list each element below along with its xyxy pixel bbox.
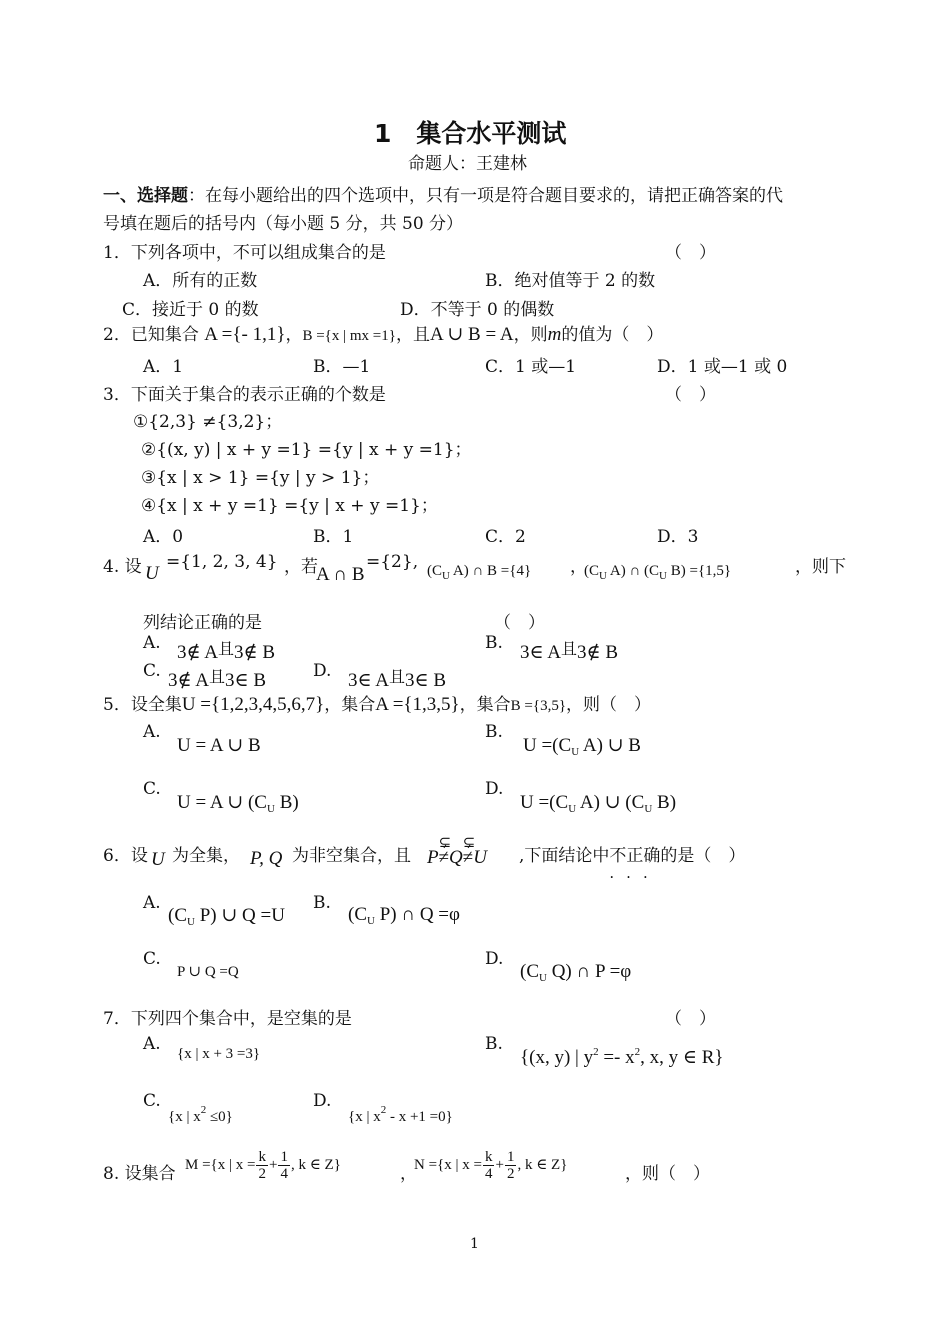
q5-d-m3: B) [652, 792, 677, 813]
q8-math-n: N ={x | x = $\frac{k}{4}$ + $\frac{1}{2}$ , k ∈ Z} [414, 1149, 568, 1182]
q6-proper-subset-1 [438, 835, 452, 869]
q7-b-sup: 2 [593, 1046, 599, 1058]
q6-d-m2: Q) ∩ P =φ [546, 961, 632, 982]
q4-stem-a: 4. 设 [103, 557, 142, 577]
q8-frac4-den: 2 [506, 1166, 515, 1182]
q6-stem-a: 6．设 [103, 846, 148, 866]
q8-frac3-num: k [484, 1149, 493, 1165]
q6-d-sub: U [539, 972, 547, 984]
q2-option-c: C．1 或—1 [485, 357, 577, 377]
q4-c-m1: 3∉ A [168, 670, 209, 691]
q2-stem [103, 320, 663, 346]
q6-option-a [168, 904, 285, 928]
q5-math-a: A ={1,3,5} [375, 694, 460, 715]
q4-b-qie: 且 [561, 641, 578, 658]
q4-cond-2 [584, 563, 731, 582]
q7-d-sup: 2 [380, 1104, 387, 1116]
q7-d-m2: - x +1 =0} [386, 1109, 453, 1125]
q3-option-a: A．0 [143, 527, 184, 547]
q6-stem-d-line [519, 841, 746, 886]
q7-d-m: {x | x [348, 1109, 381, 1125]
q4-c2: (C [584, 563, 599, 579]
page-title: 1 集合水平测试 [374, 119, 567, 148]
q7-b-m2: =- x [598, 1047, 635, 1068]
q5-option-d-label: D. [485, 779, 504, 799]
q2-sep: ， [285, 325, 303, 345]
q8-frac-k-2 [256, 1149, 268, 1182]
q4-c2-sub2: U [659, 570, 667, 582]
q2-stem-a: 2．已知集合 [103, 325, 199, 345]
q6-u2: U [473, 847, 487, 868]
q8-n-right: , k ∈ Z} [517, 1156, 568, 1173]
q4-b-m2: 3∉ B [577, 642, 619, 663]
q1-stem: 1．下列各项中，不可以组成集合的是 [103, 243, 386, 263]
q4-d-m1: 3∈ A [348, 670, 389, 691]
q3-stem: 3．下面关于集合的表示正确的个数是 [103, 385, 386, 405]
q5-stem [103, 690, 651, 716]
q7-option-a: {x | x + 3 =3} [177, 1046, 261, 1062]
q6-stem-e: 的是（ ） [660, 846, 746, 866]
q5-option-b-label: B. [485, 722, 503, 742]
q7-option-d [348, 1104, 453, 1126]
q6-q: Q [449, 847, 463, 868]
q8-frac-1-2 [505, 1149, 517, 1182]
q4-answer-paren: （ ） [494, 613, 545, 633]
q2-stem-c: ，则 [513, 325, 548, 345]
q4-cond-1 [427, 563, 531, 582]
q8-frac1-num: k [258, 1149, 266, 1165]
q4-c2b: A) ∩ (C [606, 563, 660, 579]
q8-frac2-den: 4 [280, 1166, 288, 1182]
q4-comma: ， [570, 557, 587, 577]
q8-frac-k-4 [483, 1149, 495, 1182]
q6-proper-subset-2 [462, 835, 476, 869]
q4-c1b: A) ∩ B ={4} [449, 563, 532, 579]
q2-math-a: A ={- 1,1} [204, 324, 286, 345]
q4-option-b [520, 636, 618, 664]
q4-b-m1: 3∈ A [520, 642, 561, 663]
q8-frac3-den: 4 [484, 1166, 493, 1182]
q7-c-sup: 2 [200, 1104, 207, 1116]
q8-frac1-den: 2 [258, 1166, 266, 1182]
q1-option-b: B．绝对值等于 2 的数 [485, 271, 656, 291]
q8-frac2-num: 1 [280, 1149, 288, 1165]
q5-b-m2: A) ∪ B [579, 735, 641, 756]
q7-b-m3: , x, y ∈ R} [640, 1047, 724, 1068]
q6-option-b [348, 904, 460, 927]
q6-emphasis [609, 846, 661, 886]
q6-stem-c: 为非空集合，且 [292, 846, 411, 866]
q5-option-d [520, 791, 676, 815]
q5-math-u: U ={1,2,3,4,5,6,7} [181, 694, 325, 715]
q6-subset-sym-2: ⊊ [462, 835, 476, 851]
q6-math-u: U [151, 849, 165, 870]
q8-math-m: M ={x | x = $\frac{k}{2}$ + $\frac{1}{4}$ , k ∈ Z} [185, 1149, 341, 1182]
q5-b-sub: U [571, 746, 580, 758]
q4-eq-2: ={2}, [366, 552, 419, 572]
q4-c1: (C [427, 563, 442, 579]
q8-n-left: N ={x | x = [414, 1156, 482, 1173]
q7-stem: 7．下列四个集合中，是空集的是 [103, 1009, 352, 1029]
author-line: 命题人：王建林 [408, 154, 527, 174]
q4-option-a-label: A. [143, 633, 161, 653]
q5-d-sub: U [568, 803, 577, 815]
q4-a-m2: 3∉ B [234, 642, 276, 663]
q3-option-b: B．1 [313, 527, 354, 547]
q3-answer-paren: （ ） [665, 385, 716, 405]
section-label: 一、选择题 [103, 186, 188, 206]
section-instruction [103, 181, 783, 206]
q7-option-c-label: C. [143, 1091, 161, 1111]
q6-math-pq: P, Q [250, 848, 283, 869]
q4-a-m1: 3∉ A [177, 642, 218, 663]
q2-option-d: D．1 或—1 或 0 [657, 357, 788, 377]
q6-subset-chain [427, 835, 487, 869]
q8-stem-a: 8. 设集合 [103, 1164, 176, 1184]
q4-math-a-cap-b: A ∩ B [316, 564, 365, 585]
q3-item-4: ④{x | x + y =1} ={y | x + y =1}； [141, 496, 438, 516]
q6-a-m2: P) ∪ Q =U [194, 905, 285, 926]
q5-c-m: U = A ∪ (C [177, 792, 267, 813]
q7-option-a-label: A. [143, 1034, 161, 1054]
q5-option-c [177, 791, 299, 815]
q5-stem-b: ，集合 [324, 695, 376, 715]
q8-sep: ， [400, 1164, 417, 1184]
q3-item-1: ①{2,3} ≠{3,2}； [133, 412, 283, 432]
q4-c1-sub: U [442, 570, 450, 582]
q7-option-d-label: D. [313, 1091, 332, 1111]
q6-neq-2: ≠ [462, 847, 474, 868]
q5-c-m2: B) [274, 792, 299, 813]
q6-b-sub: U [367, 915, 375, 927]
q3-item-2: ②{(x, y) | x + y =1} ={y | x + y =1}； [141, 440, 472, 460]
q5-d-m2: A) ∪ (C [576, 792, 645, 813]
q4-math-u: U [145, 563, 159, 584]
q6-b-m2: P) ∩ Q =φ [374, 904, 460, 925]
q6-emphasis-dots: ··· [609, 868, 660, 886]
q8-stem-b: ，则（ ） [625, 1164, 710, 1184]
instruction-line-2: 号填在题后的括号内（每小题 5 分，共 50 分） [103, 214, 464, 234]
q8-m-left: M ={x | x = [185, 1156, 256, 1173]
q5-option-b [523, 734, 641, 758]
q7-option-c [168, 1104, 233, 1126]
q8-frac-1-4 [278, 1149, 290, 1182]
q7-c-m2: ≤0} [206, 1109, 233, 1125]
q7-b-sup2: 2 [634, 1046, 641, 1058]
q6-emph-text: 不正确 [609, 846, 661, 866]
q4-ruo: ，若 [284, 557, 318, 577]
q5-c-sub: U [266, 803, 275, 815]
q5-option-c-label: C. [143, 779, 161, 799]
q2-option-b: B．—1 [313, 357, 371, 377]
q5-d-sub2: U [644, 803, 653, 815]
q5-stem-d: ，则（ ） [566, 695, 652, 715]
q4-d-m2: 3∈ B [405, 670, 447, 691]
q2-stem-d: 的值为（ ） [561, 325, 664, 345]
q4-option-c-label: C. [143, 661, 161, 681]
q6-b-m: (C [348, 904, 367, 925]
q4-option-d-label: D. [313, 661, 332, 681]
q6-option-d-label: D. [485, 949, 504, 969]
q5-b-m: U =(C [523, 735, 572, 756]
q6-stem-d: ,下面结论中 [519, 846, 610, 866]
q2-math-c: A ∪ B = A [429, 324, 514, 345]
q4-c2c: B) ={1,5} [667, 563, 732, 579]
q4-c2-sub: U [599, 570, 607, 582]
q6-stem-b: 为全集， [172, 846, 240, 866]
q7-b-m: {(x, y) | y [520, 1047, 594, 1068]
q5-stem-a: 5．设全集 [103, 695, 182, 715]
q5-math-b: B ={3,5} [510, 698, 567, 714]
q6-option-c-label: C. [143, 949, 161, 969]
q4-tail: ，则下 [795, 557, 846, 577]
q4-option-b-label: B. [485, 633, 503, 653]
q4-c-qie: 且 [209, 669, 226, 686]
q1-option-c: C．接近于 0 的数 [122, 300, 259, 320]
q5-option-a-label: A. [143, 722, 161, 742]
q3-option-c: C．2 [485, 527, 526, 547]
q4-a-qie: 且 [218, 641, 235, 658]
q8-frac4-num: 1 [506, 1149, 515, 1165]
q6-a-sub: U [187, 916, 195, 928]
q6-option-b-label: B. [313, 893, 331, 913]
q4-option-a [177, 636, 275, 664]
q4-option-c [168, 664, 266, 692]
q4-line-2: 列结论正确的是 [143, 613, 262, 633]
q4-set-u: ={1, 2, 3, 4} [166, 552, 278, 572]
q7-option-b [520, 1046, 723, 1069]
q6-option-d [520, 961, 631, 984]
q6-p: P [427, 847, 439, 868]
q7-option-b-label: B. [485, 1034, 503, 1054]
q1-option-a: A．所有的正数 [143, 271, 258, 291]
q6-subset-sym-1: ⊊ [438, 835, 452, 851]
q2-stem-b: ，且 [395, 325, 430, 345]
q4-d-qie: 且 [389, 669, 406, 686]
q6-a-m: (C [168, 905, 187, 926]
q4-option-d [348, 664, 446, 692]
q6-neq-1: ≠ [438, 847, 450, 868]
q3-item-3: ③{x | x > 1} ={y | y > 1}； [141, 468, 380, 488]
q2-math-m: m [547, 324, 562, 345]
q6-option-a-label: A. [143, 893, 161, 913]
q2-option-a: A．1 [143, 357, 184, 377]
q6-d-m: (C [520, 961, 539, 982]
instruction-line-1: ：在每小题给出的四个选项中，只有一项是符合题目要求的，请把正确答案的代 [188, 186, 783, 206]
q7-c-m: {x | x [168, 1109, 201, 1125]
page-number: 1 [470, 1236, 479, 1252]
q1-answer-paren: （ ） [665, 243, 716, 263]
q1-option-d: D．不等于 0 的偶数 [400, 300, 555, 320]
q2-math-b: B ={x | mx =1} [302, 328, 396, 344]
q6-option-c: P ∪ Q =Q [177, 964, 239, 980]
q5-d-m: U =(C [520, 792, 569, 813]
q5-option-a: U = A ∪ B [177, 735, 261, 756]
q5-stem-c: ，集合 [459, 695, 511, 715]
q8-m-right: , k ∈ Z} [290, 1156, 341, 1173]
q7-answer-paren: （ ） [665, 1009, 716, 1029]
q4-c-m2: 3∈ B [225, 670, 267, 691]
q3-option-d: D．3 [657, 527, 699, 547]
